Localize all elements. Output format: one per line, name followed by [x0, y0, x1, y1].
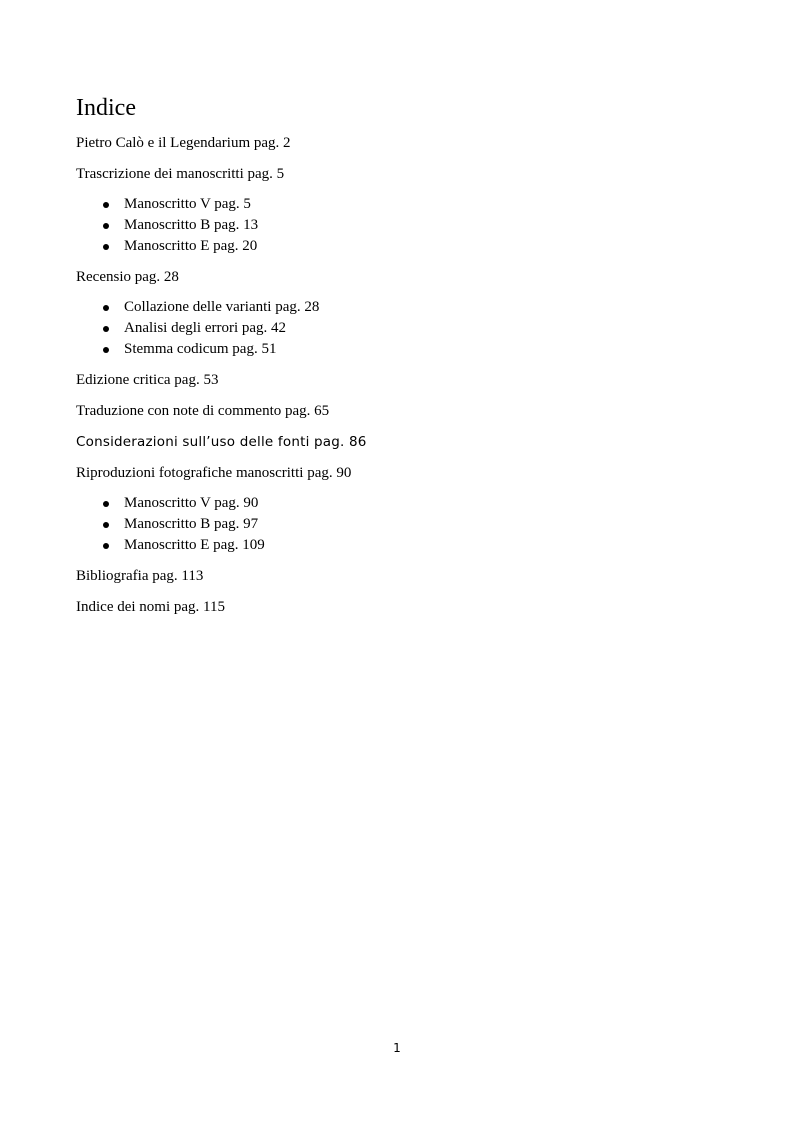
toc-subitem: Collazione delle varianti pag. 28	[76, 297, 736, 318]
toc-entry-considerazioni: Considerazioni sull’uso delle fonti pag. 86	[76, 434, 367, 450]
table-of-contents	[76, 133, 736, 628]
toc-subitem: Manoscritto V pag. 5	[76, 194, 736, 215]
toc-entry-edizione-critica: Edizione critica pag. 53	[76, 372, 219, 388]
toc-entry-riproduzioni: Riproduzioni fotografiche manoscritti pag. 90	[76, 465, 352, 481]
bullet-icon	[103, 305, 109, 311]
toc-subitem: Analisi degli errori pag. 42	[76, 318, 736, 339]
bullet-icon	[103, 244, 109, 250]
toc-entry-bibliografia: Bibliografia pag. 113	[76, 568, 204, 584]
toc-subitem: Manoscritto B pag. 97	[76, 514, 736, 535]
toc-entry-traduzione: Traduzione con note di commento pag. 65	[76, 403, 330, 419]
page-title: Indice	[76, 95, 136, 121]
toc-subitem: Stemma codicum pag. 51	[76, 339, 736, 360]
toc-subitem: Manoscritto B pag. 13	[76, 215, 736, 236]
page-number: 1	[393, 1041, 401, 1055]
toc-sublist-recensio	[76, 297, 736, 360]
bullet-icon	[103, 543, 109, 549]
bullet-icon	[103, 501, 109, 507]
bullet-icon	[103, 202, 109, 208]
toc-entry-trascrizione: Trascrizione dei manoscritti pag. 5	[76, 166, 285, 182]
toc-entry-indice-nomi: Indice dei nomi pag. 115	[76, 599, 225, 615]
bullet-icon	[103, 522, 109, 528]
bullet-icon	[103, 347, 109, 353]
toc-sublist-riproduzioni	[76, 493, 736, 556]
bullet-icon	[103, 223, 109, 229]
bullet-icon	[103, 326, 109, 332]
toc-sublist-trascrizione	[76, 194, 736, 257]
toc-entry-recensio: Recensio pag. 28	[76, 269, 179, 285]
toc-subitem: Manoscritto E pag. 109	[76, 535, 736, 556]
toc-subitem: Manoscritto E pag. 20	[76, 236, 736, 257]
toc-entry-pietro-calo: Pietro Calò e il Legendarium pag. 2	[76, 135, 291, 151]
toc-subitem: Manoscritto V pag. 90	[76, 493, 736, 514]
